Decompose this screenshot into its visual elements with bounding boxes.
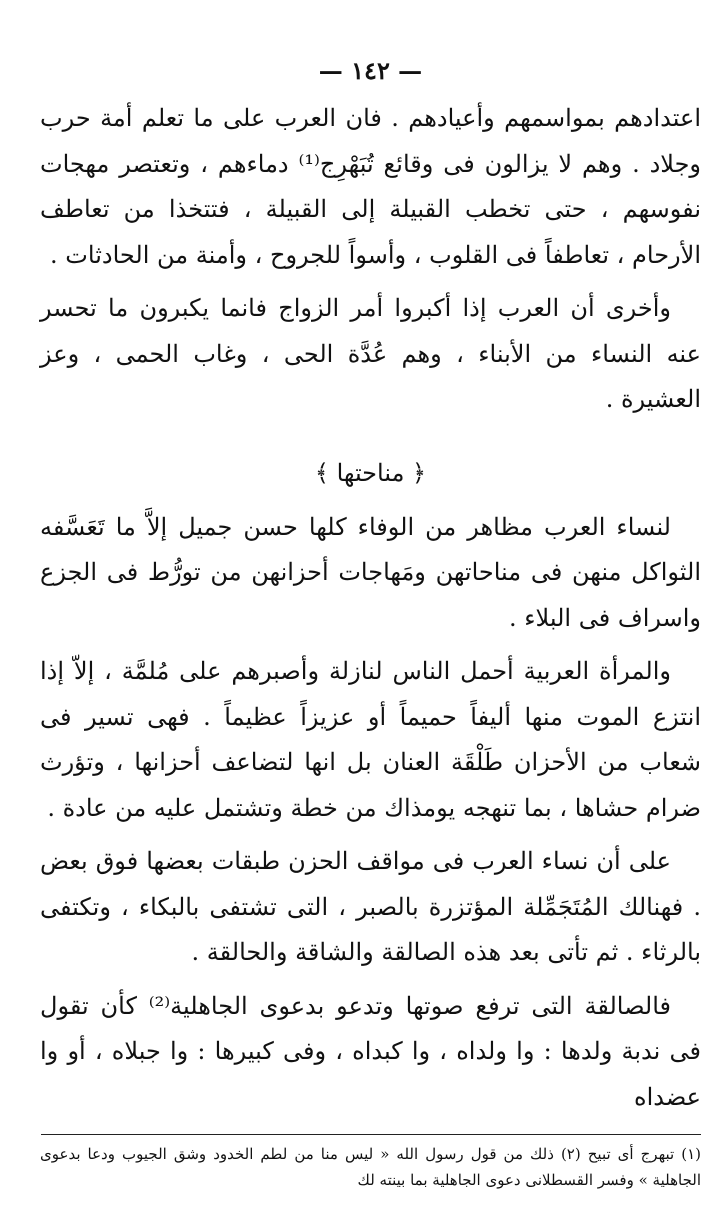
paragraph-5: على أن نساء العرب فى مواقف الحزن طبقات بعضها فوق بعض . فهنالك المُتَجَمِّلة المؤتزرة بالصبر ، التى تشتفى بالبكاء ، وتكتفى بالرثاء . ثم تأتى بعد هذه الصالقة والشاقة والحالقة . — [40, 847, 701, 966]
footnotes: (١) تبهرج أى تبيح (٢) ذلك من قول رسول الله « ليس منا من لطم الخدود وشق الجيوب ودعا بدعوى الجاهلية » وفسر القسطلانى دعوى الجاهلية بما بينته لك — [40, 1145, 701, 1189]
footnote-divider — [41, 1134, 701, 1135]
paragraph-4: والمرأة العربية أحمل الناس لنازلة وأصبرهم على مُلمَّة ، إلاّ إذا انتزع الموت منها أليفاً حميماً أو عزيزاً عظيماً . فهى تسير فى شعاب من الأحزان طَلْقَة العنان بل انها لتضاعف أحزانها ، وتؤرث ضرام حشاها ، بما تنهجه يومذاك من خطة وتشتمل عليه من عادة . — [40, 657, 701, 822]
book-page — [40, 52, 701, 1193]
paragraph-3: لنساء العرب مظاهر من الوفاء كلها حسن جميل إلاَّ ما تَعَسَّفه الثواكل منهن فى مناحاتهن ومَهاجات أحزانهن من تورُّط فى الجزع واسراف فى البلاء . — [40, 512, 702, 632]
paragraph-1: اعتدادهم بمواسمهم وأعيادهم . فان العرب على ما تعلم أمة حرب وجلاد . وهم لا يزالون فى وقائع تُبَهْرِج⁽¹⁾ دماءهم ، وتعتصر مهجات نفوسهم ، حتى تخطب القبيلة إلى القبيلة ، فتتخذا من تعاطف الأرحام ، تعاطفاً فى القلوب ، وأسواً للجروح ، وأمنة من الحادثات . — [40, 104, 702, 269]
paragraph-6: فالصالقة التى ترفع صوتها وتدعو بدعوى الجاهلية⁽²⁾ كأن تقول فى ندبة ولدها : وا ولداه ، وا كبداه ، وفى كبيرها : وا جبلاه ، أو وا عضداه — [40, 991, 701, 1111]
paragraph-2: وأخرى أن العرب إذا أكبروا أمر الزواج فانما يكبرون ما تحسر عنه النساء من الأبناء ، وهم عُدَّة الحى ، وغاب الحمى ، وعز العشيرة . — [40, 294, 701, 413]
page-number: — ١٤٢ — — [318, 56, 423, 85]
section-title: ﴿ مناحتها ﴾ — [314, 458, 427, 487]
